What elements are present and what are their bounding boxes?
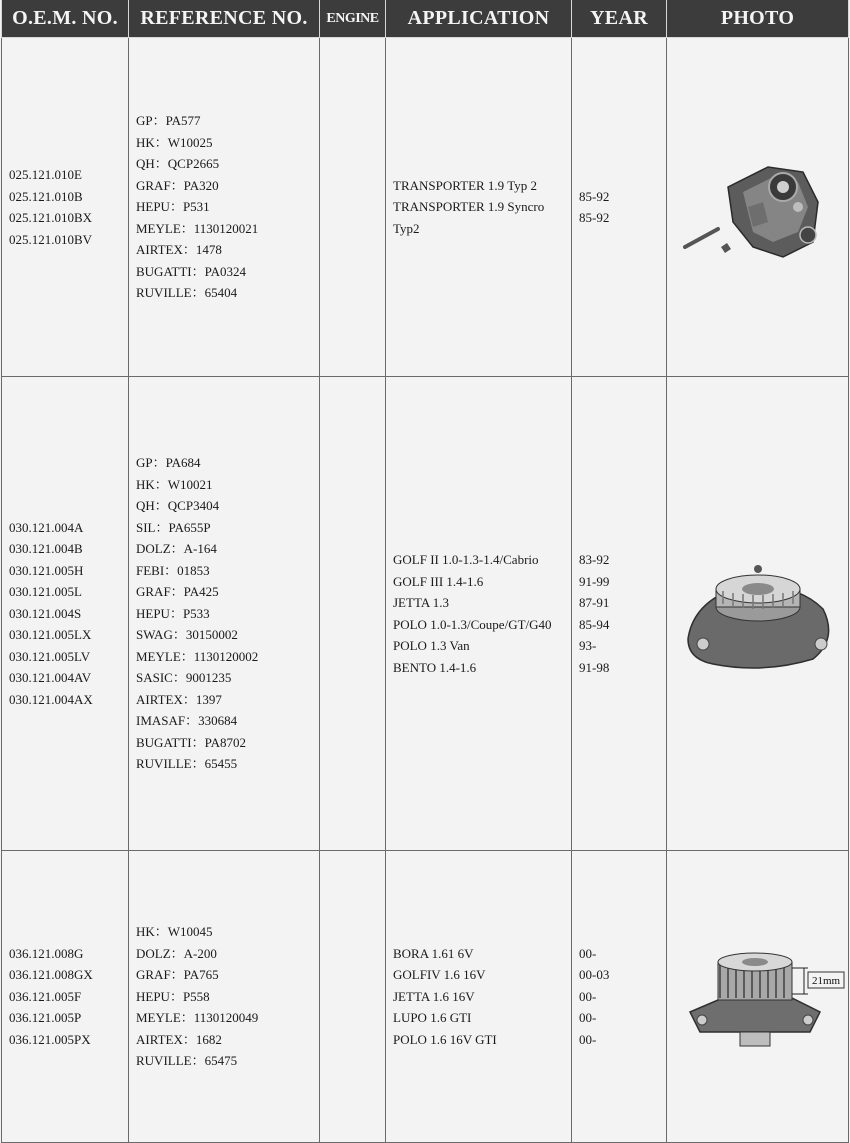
engine-cell bbox=[320, 851, 386, 1143]
reference-number: RUVILLE：65455 bbox=[136, 756, 238, 772]
reference-number: BUGATTI：PA0324 bbox=[136, 263, 247, 279]
oem-number: 036.121.008G bbox=[9, 945, 84, 961]
table-row bbox=[2, 851, 849, 1143]
year-range: 00- bbox=[579, 945, 597, 961]
oem-number: 025.121.010E bbox=[9, 167, 82, 182]
reference-number: GRAF：PA765 bbox=[136, 967, 219, 983]
dimension-label: 21mm bbox=[811, 974, 840, 987]
header-reference: REFERENCE NO. bbox=[129, 0, 320, 38]
reference-number: GRAF：PA425 bbox=[136, 584, 219, 600]
reference-number: SWAG：30150002 bbox=[136, 627, 238, 643]
reference-number: HK：W10021 bbox=[136, 476, 213, 492]
table-row bbox=[2, 38, 849, 377]
header-oem: O.E.M. NO. bbox=[2, 0, 129, 38]
year-range: 91-99 bbox=[579, 573, 610, 589]
header-engine: ENGINE bbox=[320, 0, 386, 38]
application-item: GOLF III 1.4-1.6 bbox=[393, 573, 484, 589]
application-item: GOLF II 1.0-1.3-1.4/Cabrio bbox=[393, 552, 539, 567]
oem-number: 030.121.004B bbox=[9, 541, 83, 557]
year-range: 93- bbox=[579, 638, 597, 653]
reference-number: DOLZ：A-200 bbox=[136, 945, 217, 961]
application-item: LUPO 1.6 GTI bbox=[393, 1010, 472, 1026]
reference-number: SASIC：9001235 bbox=[136, 670, 232, 686]
application-item: JETTA 1.3 bbox=[393, 595, 450, 610]
reference-number: MEYLE：1130120021 bbox=[136, 220, 259, 236]
year-cell bbox=[572, 377, 667, 851]
reference-number: QH：QCP3404 bbox=[136, 498, 220, 514]
water-pump-icon bbox=[670, 932, 846, 1062]
oem-number: 030.121.005LV bbox=[9, 648, 91, 664]
oem-number: 036.121.005F bbox=[9, 988, 82, 1004]
year-range: 00- bbox=[579, 988, 597, 1004]
application-item: TRANSPORTER 1.9 Syncro bbox=[393, 199, 545, 215]
oem-number: 030.121.004A bbox=[9, 519, 84, 535]
photo-cell bbox=[667, 38, 849, 377]
application-item: POLO 1.3 Van bbox=[393, 638, 470, 653]
oem-number: 030.121.005LX bbox=[9, 627, 92, 643]
reference-number: RUVILLE：65475 bbox=[136, 1053, 238, 1069]
year-range: 83-92 bbox=[579, 552, 610, 567]
header-row bbox=[2, 0, 849, 38]
reference-cell bbox=[129, 38, 320, 377]
reference-number: SIL：PA655P bbox=[136, 519, 211, 535]
oem-number: 036.121.005PX bbox=[9, 1031, 91, 1047]
water-pump-icon bbox=[673, 549, 843, 679]
oem-number: 030.121.004AX bbox=[9, 691, 93, 707]
application-cell bbox=[386, 377, 572, 851]
reference-number: AIRTEX：1397 bbox=[136, 691, 222, 707]
application-item: BORA 1.61 6V bbox=[393, 945, 474, 961]
reference-number: GRAF：PA320 bbox=[136, 177, 219, 193]
reference-number: IMASAF：330684 bbox=[136, 713, 238, 729]
application-item: POLO 1.0-1.3/Coupe/GT/G40 bbox=[393, 616, 552, 632]
water-pump-catalog-table bbox=[1, 0, 849, 1143]
application-item: GOLFIV 1.6 16V bbox=[393, 967, 486, 983]
year-range: 00- bbox=[579, 1031, 597, 1047]
year-range: 87-91 bbox=[579, 595, 610, 610]
water-pump-icon bbox=[673, 147, 843, 267]
year-range: 85-92 bbox=[579, 188, 610, 204]
oem-cell bbox=[2, 38, 129, 377]
year-range: 85-94 bbox=[579, 616, 610, 632]
year-range: 91-98 bbox=[579, 659, 610, 675]
year-range: 00- bbox=[579, 1010, 597, 1026]
reference-number: HEPU：P558 bbox=[136, 988, 210, 1004]
reference-number: MEYLE：1130120049 bbox=[136, 1010, 259, 1026]
header-application: APPLICATION bbox=[386, 0, 572, 38]
reference-number: HK：W10045 bbox=[136, 924, 213, 940]
application-cell bbox=[386, 851, 572, 1143]
oem-number: 036.121.005P bbox=[9, 1010, 82, 1026]
oem-number: 025.121.010BX bbox=[9, 210, 93, 225]
reference-number: MEYLE：1130120002 bbox=[136, 648, 259, 664]
oem-number: 030.121.004S bbox=[9, 605, 82, 621]
photo-cell bbox=[667, 377, 849, 851]
reference-cell bbox=[129, 851, 320, 1143]
year-range: 00-03 bbox=[579, 967, 610, 983]
reference-number: HK：W10025 bbox=[136, 134, 213, 150]
reference-number: AIRTEX：1682 bbox=[136, 1031, 222, 1047]
reference-number: HEPU：P531 bbox=[136, 199, 210, 215]
year-cell bbox=[572, 38, 667, 377]
reference-number: GP：PA577 bbox=[136, 113, 201, 129]
reference-number: GP：PA684 bbox=[136, 455, 201, 471]
reference-number: FEBI：01853 bbox=[136, 562, 210, 578]
reference-number: QH：QCP2665 bbox=[136, 156, 220, 172]
engine-cell bbox=[320, 38, 386, 377]
oem-number: 025.121.010B bbox=[9, 188, 83, 204]
reference-number: HEPU：P533 bbox=[136, 605, 210, 621]
application-item: BENTO 1.4-1.6 bbox=[393, 659, 477, 675]
reference-number: RUVILLE：65404 bbox=[136, 285, 238, 301]
reference-number: DOLZ：A-164 bbox=[136, 541, 217, 557]
header-year: YEAR bbox=[572, 0, 667, 38]
year-cell bbox=[572, 851, 667, 1143]
engine-cell bbox=[320, 377, 386, 851]
photo-cell bbox=[667, 851, 849, 1143]
oem-cell bbox=[2, 377, 129, 851]
oem-number: 025.121.010BV bbox=[9, 231, 93, 247]
oem-number: 030.121.005L bbox=[9, 584, 82, 600]
oem-cell bbox=[2, 851, 129, 1143]
application-cell bbox=[386, 38, 572, 377]
application-item: POLO 1.6 16V GTI bbox=[393, 1031, 497, 1047]
oem-number: 030.121.005H bbox=[9, 562, 84, 578]
year-range: 85-92 bbox=[579, 210, 610, 225]
application-item: Typ2 bbox=[393, 220, 420, 236]
reference-cell bbox=[129, 377, 320, 851]
oem-number: 036.121.008GX bbox=[9, 967, 93, 983]
header-photo: PHOTO bbox=[667, 0, 849, 38]
oem-number: 030.121.004AV bbox=[9, 670, 92, 686]
application-item: TRANSPORTER 1.9 Typ 2 bbox=[393, 177, 537, 193]
application-item: JETTA 1.6 16V bbox=[393, 988, 475, 1004]
reference-number: BUGATTI：PA8702 bbox=[136, 734, 247, 750]
reference-number: AIRTEX：1478 bbox=[136, 242, 222, 258]
table-row bbox=[2, 377, 849, 851]
